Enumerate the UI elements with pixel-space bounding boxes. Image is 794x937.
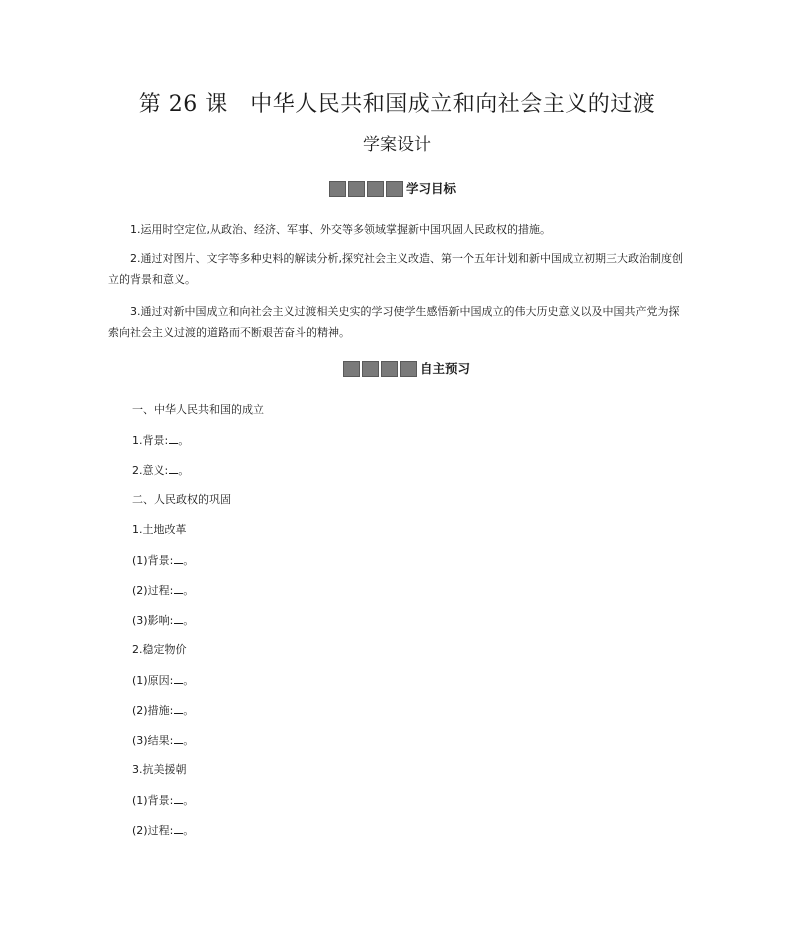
fill-in-blank[interactable] — [174, 792, 183, 804]
preview-line — [132, 462, 189, 479]
fill-in-blank[interactable] — [169, 462, 178, 474]
section-label: 学习目标 — [406, 181, 457, 196]
preview-line-text: (2)措施: — [132, 704, 174, 717]
preview-line — [132, 492, 231, 508]
preview-line — [132, 792, 194, 809]
preview-line — [132, 612, 194, 629]
section-header-preview — [343, 359, 470, 379]
marker-box — [386, 181, 403, 197]
marker-box — [329, 181, 346, 197]
preview-line-text: (1)背景: — [132, 794, 174, 807]
preview-line-text: 1.背景: — [132, 434, 169, 447]
blank-suffix: 。 — [183, 824, 195, 837]
blank-suffix: 。 — [183, 734, 195, 747]
preview-line — [132, 702, 194, 719]
preview-line — [132, 432, 189, 449]
preview-line-text: 2.意义: — [132, 464, 169, 477]
fill-in-blank[interactable] — [174, 822, 183, 834]
marker-box — [381, 361, 398, 377]
preview-line-text: (2)过程: — [132, 824, 174, 837]
blank-suffix: 。 — [178, 434, 190, 447]
preview-line-text: 3.抗美援朝 — [132, 763, 187, 776]
section-label: 自主预习 — [420, 361, 471, 376]
fill-in-blank[interactable] — [174, 612, 183, 624]
preview-line-text: (1)背景: — [132, 554, 174, 567]
preview-line-text: (3)影响: — [132, 614, 174, 627]
blank-suffix: 。 — [183, 674, 195, 687]
preview-line — [132, 582, 194, 599]
preview-line-text: (2)过程: — [132, 584, 174, 597]
preview-line-text: (3)结果: — [132, 734, 174, 747]
blank-suffix: 。 — [183, 554, 195, 567]
preview-line — [132, 822, 194, 839]
marker-box — [367, 181, 384, 197]
blank-suffix: 。 — [183, 584, 195, 597]
fill-in-blank[interactable] — [174, 552, 183, 564]
preview-line-text: 一、中华人民共和国的成立 — [132, 403, 264, 416]
blank-suffix: 。 — [183, 614, 195, 627]
objective-item: 3.通过对新中国成立和向社会主义过渡相关史实的学习使学生感悟新中国成立的伟大历史意义以及中国共产党为探索向社会主义过渡的道路而不断艰苦奋斗的精神。 — [108, 305, 680, 339]
marker-box — [362, 361, 379, 377]
fill-in-blank[interactable] — [174, 702, 183, 714]
preview-line-text: 二、人民政权的巩固 — [132, 493, 231, 506]
fill-in-blank[interactable] — [174, 672, 183, 684]
preview-line — [132, 642, 187, 658]
fill-in-blank[interactable] — [174, 582, 183, 594]
page-subtitle: 学案设计 — [363, 135, 431, 155]
preview-line — [132, 732, 194, 749]
preview-line — [132, 522, 187, 538]
fill-in-blank[interactable] — [174, 732, 183, 744]
preview-line-text: (1)原因: — [132, 674, 174, 687]
section-marker-boxes — [329, 181, 403, 197]
page-title: 第 26 课 中华人民共和国成立和向社会主义的过渡 — [138, 92, 656, 117]
marker-box — [343, 361, 360, 377]
section-header-objectives — [329, 179, 456, 199]
blank-suffix: 。 — [183, 704, 195, 717]
preview-line — [132, 672, 194, 689]
blank-suffix: 。 — [183, 794, 195, 807]
preview-line-text: 2.稳定物价 — [132, 643, 187, 656]
fill-in-blank[interactable] — [169, 432, 178, 444]
marker-box — [400, 361, 417, 377]
objective-item: 1.运用时空定位,从政治、经济、军事、外交等多领域掌握新中国巩固人民政权的措施。 — [130, 223, 551, 236]
preview-line-text: 1.土地改革 — [132, 523, 187, 536]
section-marker-boxes — [343, 361, 417, 377]
marker-box — [348, 181, 365, 197]
preview-line — [132, 402, 264, 418]
preview-line — [132, 552, 194, 569]
objective-item: 2.通过对图片、文字等多种史料的解读分析,探究社会主义改造、第一个五年计划和新中国成立初期三大政治制度创立的背景和意义。 — [108, 252, 683, 286]
blank-suffix: 。 — [178, 464, 190, 477]
preview-line — [132, 762, 187, 778]
